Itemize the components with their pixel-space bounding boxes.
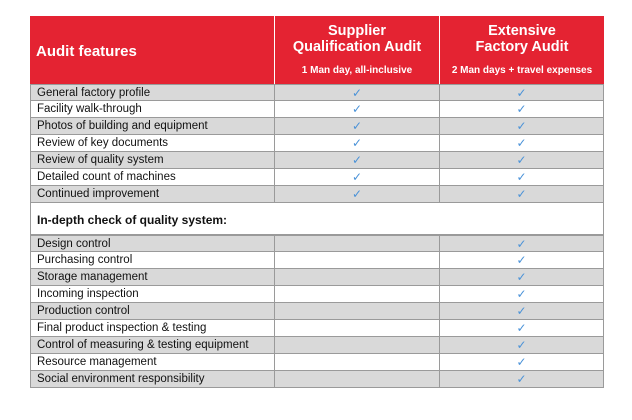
table-row [30,337,604,354]
feature-label: Resource management [30,354,274,370]
extensive-factory-check-icon: ✓ [439,118,604,134]
extensive-factory-check-icon: ✓ [439,186,604,202]
supplier-qualification-check-icon: ✓ [274,118,439,134]
extensive-factory-audit-subtitle: 2 Man days + travel expenses [451,65,593,76]
extensive-factory-check-icon: ✓ [439,371,604,387]
supplier-qualification-check-icon [274,236,439,251]
audit-features-header: Audit features [36,42,137,60]
feature-label: Design control [30,236,274,251]
supplier-qualification-check-icon [274,337,439,353]
col2-title-line2: Factory Audit [475,39,569,55]
table-row [30,235,604,252]
feature-label: Detailed count of machines [30,169,274,185]
extensive-factory-check-icon: ✓ [439,252,604,268]
feature-label: Review of key documents [30,135,274,151]
table-row [30,286,604,303]
table-row [30,118,604,135]
supplier-qualification-check-icon [274,371,439,387]
table-row [30,269,604,286]
supplier-qualification-check-icon: ✓ [274,101,439,117]
supplier-qualification-check-icon [274,354,439,370]
feature-label: Control of measuring & testing equipment [30,337,274,353]
feature-label: Facility walk-through [30,101,274,117]
feature-label: Purchasing control [30,252,274,268]
feature-label: Review of quality system [30,152,274,168]
table-row [30,152,604,169]
feature-label: Incoming inspection [30,286,274,302]
table-row [30,354,604,371]
feature-label: Continued improvement [30,186,274,202]
table-row [30,320,604,337]
extensive-factory-audit-header [439,16,604,84]
supplier-qualification-check-icon: ✓ [274,152,439,168]
section-title: In-depth check of quality system: [30,203,604,235]
supplier-qualification-audit-header [274,16,439,84]
table-row [30,303,604,320]
supplier-qualification-check-icon [274,269,439,285]
basic-features-rows [30,84,604,203]
extensive-factory-check-icon: ✓ [439,269,604,285]
supplier-qualification-check-icon: ✓ [274,135,439,151]
in-depth-features-rows [30,235,604,388]
supplier-qualification-check-icon: ✓ [274,85,439,100]
extensive-factory-check-icon: ✓ [439,320,604,336]
feature-label: Production control [30,303,274,319]
col1-title-line2: Qualification Audit [292,39,422,55]
extensive-factory-check-icon: ✓ [439,135,604,151]
table-row [30,186,604,203]
feature-label: Final product inspection & testing [30,320,274,336]
feature-label: General factory profile [30,85,274,100]
table-header [30,16,604,84]
table-row [30,169,604,186]
extensive-factory-audit-title [476,23,569,55]
feature-label: Photos of building and equipment [30,118,274,134]
table-row [30,135,604,152]
col2-title-line1: Extensive [488,23,556,39]
table-row [30,84,604,101]
supplier-qualification-check-icon [274,252,439,268]
extensive-factory-check-icon: ✓ [439,354,604,370]
feature-label: Social environment responsibility [30,371,274,387]
table-row [30,252,604,269]
audit-comparison-table [30,16,604,388]
extensive-factory-check-icon: ✓ [439,337,604,353]
extensive-factory-check-icon: ✓ [439,169,604,185]
table-row [30,101,604,118]
supplier-qualification-check-icon [274,320,439,336]
table-row [30,371,604,388]
feature-label: Storage management [30,269,274,285]
extensive-factory-check-icon: ✓ [439,303,604,319]
supplier-qualification-check-icon: ✓ [274,169,439,185]
supplier-qualification-check-icon [274,303,439,319]
supplier-qualification-check-icon: ✓ [274,186,439,202]
supplier-qualification-audit-title [293,23,421,55]
extensive-factory-check-icon: ✓ [439,236,604,251]
extensive-factory-check-icon: ✓ [439,85,604,100]
extensive-factory-check-icon: ✓ [439,101,604,117]
extensive-factory-check-icon: ✓ [439,286,604,302]
supplier-qualification-audit-subtitle: 1 Man day, all-inclusive [301,65,413,76]
extensive-factory-check-icon: ✓ [439,152,604,168]
col1-title-line1: Supplier [327,23,386,39]
supplier-qualification-check-icon [274,286,439,302]
